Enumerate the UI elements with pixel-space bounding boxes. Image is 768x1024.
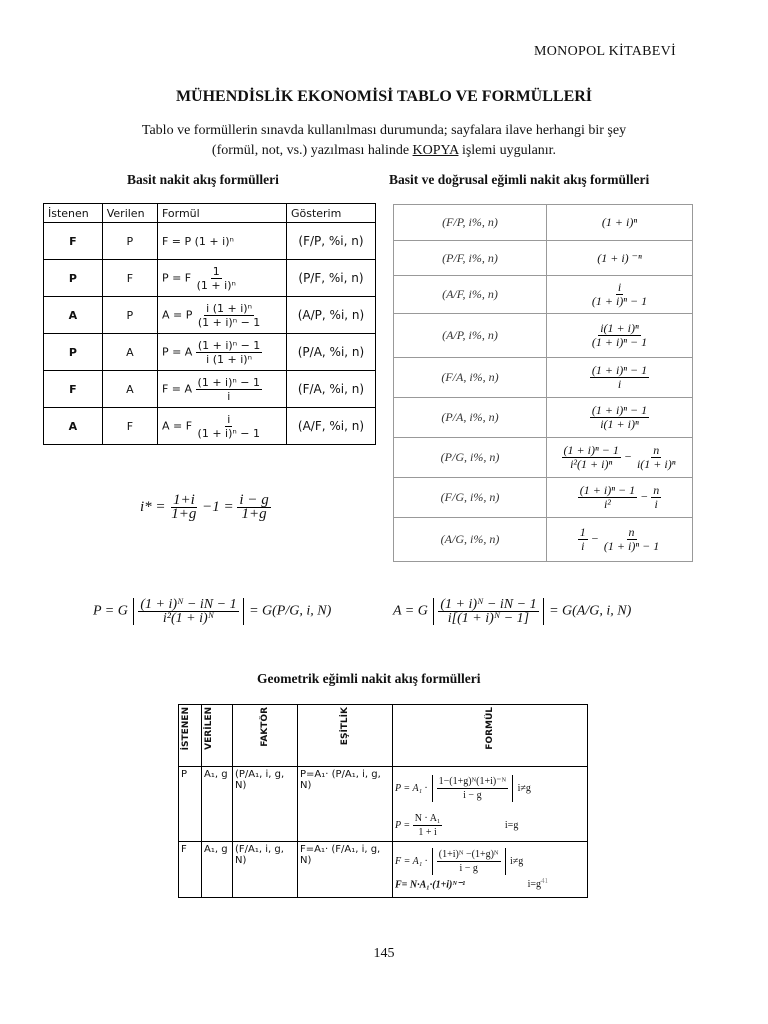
header-label: İSTENEN: [181, 707, 191, 751]
denominator: (1 + i)ⁿ − 1: [603, 539, 660, 553]
denominator: i: [227, 389, 231, 403]
table-row: [394, 276, 693, 314]
footnote-marker: 41: [541, 877, 549, 885]
table-row: [44, 371, 376, 408]
given-cell: F: [102, 260, 157, 297]
numerator: (1+i)ᴺ −(1+g)ᴺ: [438, 849, 499, 860]
numerator: (1 + i)ᴺ − iN − 1: [440, 597, 537, 612]
value-cell: [547, 358, 693, 398]
formula-lhs: P =: [395, 819, 411, 831]
given-cell: A: [102, 334, 157, 371]
factor-cell: (F/A, i%, n): [394, 358, 547, 398]
equation-cell: P=A₁· (P/A₁, i, g, N): [298, 767, 393, 842]
denominator: i: [617, 377, 622, 391]
formula-line: [395, 775, 585, 802]
table-header-row: [179, 705, 588, 767]
header-cell: İstenen: [44, 204, 103, 223]
header-cell: [233, 705, 298, 767]
factor-cell: (P/G, i%, n): [394, 438, 547, 478]
header-cell: [298, 705, 393, 767]
fraction: [590, 322, 649, 349]
table-row: [44, 260, 376, 297]
denominator: (1 + i)ⁿ: [196, 278, 236, 292]
factor-cell: (P/A, i%, n): [394, 398, 547, 438]
denominator: 1 + i: [418, 827, 437, 838]
table-row: [394, 438, 693, 478]
formula-cell: [393, 767, 588, 842]
numerator: N · A₁: [414, 813, 441, 824]
header-cell: [202, 705, 233, 767]
header-label: FORMÜL: [485, 707, 495, 750]
formula-line: [395, 812, 585, 839]
notation-cell: (A/P, %i, n): [286, 297, 375, 334]
table-row: [44, 297, 376, 334]
section-basic-heading: Basit nakit akış formülleri: [127, 172, 279, 187]
pg-rhs: = G(P/G, i, N): [249, 603, 332, 619]
denominator: (1 + i)ⁿ − 1: [591, 294, 648, 308]
ag-formula: [393, 598, 631, 625]
given-cell: P: [102, 297, 157, 334]
notation-cell: (A/F, %i, n): [286, 408, 375, 445]
fraction: [195, 265, 238, 292]
numerator: (1 + i)ⁿ − 1: [579, 483, 636, 497]
bracket: [133, 598, 243, 625]
header-cell: Gösterim: [286, 204, 375, 223]
numerator: n: [628, 525, 635, 539]
formula-cell: [157, 408, 286, 445]
denominator: i − g: [463, 790, 482, 801]
numerator: 1: [212, 264, 220, 278]
condition: i≠g: [517, 782, 531, 794]
fraction: [196, 413, 262, 440]
fraction: [651, 484, 661, 511]
table-row: [394, 398, 693, 438]
header-label: VERİLEN: [204, 707, 214, 750]
formula-lhs: P = A₁ ·: [395, 782, 428, 794]
notation-cell: (P/A, %i, n): [286, 334, 375, 371]
factor-cell: (F/P, i%, n): [394, 205, 547, 241]
numerator: n: [653, 443, 660, 457]
header-cell: Formül: [157, 204, 286, 223]
formula-expr: (1 + i)ⁿ: [194, 234, 234, 248]
equation-cell: F=A₁· (F/A₁, i, g, N): [298, 842, 393, 898]
bracket: [432, 775, 514, 802]
ag-lhs: A = G: [393, 603, 428, 619]
numerator: 1−(1+g)ᴺ(1+i)⁻ᴺ: [438, 776, 507, 787]
given-cell: A₁, g: [202, 842, 233, 898]
given-cell: F: [102, 408, 157, 445]
formula-cell: [157, 223, 286, 260]
denominator: (1 + i)ⁿ − 1: [591, 335, 648, 349]
formula-lhs: P = A: [161, 345, 193, 358]
intro-line-2a: (formül, not, vs.) yazılması halinde: [211, 143, 413, 158]
ag-rhs: = G(A/G, i, N): [549, 603, 632, 619]
value-cell: $\frac{\text{(1 + i)ⁿ − 1}}{\text{i²(1 + i)ⁿ}}$ − $\frac{n}{\text{i(1 + i)ⁿ}}$: [547, 438, 693, 478]
header-label: EŞİTLİK: [340, 707, 350, 746]
denominator: i²: [603, 497, 611, 511]
intro-line-1: Tablo ve formüllerin sınavda kullanılması durumunda; sayfalara ilave herhangi bir şey: [141, 123, 627, 138]
value-cell: (1 + i) ⁻ⁿ: [547, 241, 693, 276]
fraction: [590, 364, 649, 391]
fraction: [578, 484, 637, 511]
condition: i=g: [504, 819, 519, 831]
want-cell: A: [44, 297, 103, 334]
denominator: i(1 + i)ⁿ: [600, 417, 639, 431]
table-row: [44, 223, 376, 260]
formula-text: F= N·A₁·(1+i)ᴺ⁻¹: [395, 879, 466, 891]
want-cell: F: [179, 842, 202, 898]
fraction: [602, 526, 661, 553]
notation-cell: (P/F, %i, n): [286, 260, 375, 297]
header-cell: Verilen: [102, 204, 157, 223]
section-linear-heading: Basit ve doğrusal eğimli nakit akış formülleri: [389, 172, 650, 187]
table-row: [394, 478, 693, 518]
formula-lhs: P = F: [161, 271, 192, 284]
table-row: [394, 358, 693, 398]
bracket: [433, 598, 543, 625]
notation-cell: (F/P, %i, n): [286, 223, 375, 260]
fraction: [437, 775, 509, 802]
fraction: [590, 404, 649, 431]
istar-mid: −1 =: [202, 498, 234, 515]
publisher-header: MONOPOL KİTABEVİ: [534, 44, 676, 59]
fraction: [437, 848, 501, 875]
condition: i≠g: [510, 855, 524, 867]
given-cell: P: [102, 223, 157, 260]
numerator: (1 + i)ᴺ − iN − 1: [140, 597, 237, 612]
page-title: MÜHENDİSLİK EKONOMİSİ TABLO VE FORMÜLLERİ: [175, 88, 593, 105]
table-header-row: [44, 204, 376, 223]
bracket: [432, 848, 506, 875]
denominator: 1+g: [171, 506, 197, 522]
numerator: (1 + i)ⁿ − 1: [197, 375, 260, 389]
formula-cell: [157, 297, 286, 334]
denominator: i: [581, 539, 585, 553]
given-cell: A: [102, 371, 157, 408]
header-cell: [179, 705, 202, 767]
value-cell: [547, 398, 693, 438]
fraction: [196, 376, 262, 403]
fraction: [590, 281, 649, 308]
table-row: [394, 241, 693, 276]
table-row: [179, 842, 588, 898]
numerator: (1 + i)ⁿ − 1: [591, 363, 648, 377]
want-cell: P: [44, 260, 103, 297]
value-cell: $\frac{1}{i}$ − $\frac{n}{\text{(1 + i)ⁿ − 1}}$: [547, 518, 693, 562]
pg-formula: [93, 598, 331, 625]
fraction: [196, 302, 262, 329]
numerator: n: [653, 483, 660, 497]
intro-line-2: [0, 141, 768, 161]
linear-formula-table: [393, 204, 693, 562]
notation-cell: (F/A, %i, n): [286, 371, 375, 408]
formula-cell: [157, 334, 286, 371]
denominator: i: [654, 497, 658, 511]
denominator: (1 + i)ⁿ − 1: [197, 315, 261, 329]
numerator: (1 + i)ⁿ − 1: [591, 403, 648, 417]
formula-cell: [157, 260, 286, 297]
numerator: i: [617, 280, 622, 294]
numerator: 1+i: [172, 492, 195, 508]
intro-text: [0, 121, 768, 161]
denominator: i²(1 + i)ⁿ: [570, 457, 613, 471]
page-number: 145: [373, 946, 395, 961]
fraction: [562, 444, 621, 471]
numerator: i − g: [239, 492, 269, 508]
table-row: [44, 334, 376, 371]
fraction: [169, 494, 198, 521]
table-row: [394, 314, 693, 358]
want-cell: P: [179, 767, 202, 842]
fraction: [237, 494, 270, 521]
formula-lhs: F = A: [161, 382, 193, 395]
formula-line: [395, 877, 585, 890]
istar-formula: [140, 494, 271, 521]
fraction: [635, 444, 678, 471]
formula-lhs: F = P: [161, 234, 192, 248]
factor-cell: (P/F, i%, n): [394, 241, 547, 276]
formula-cell: [157, 371, 286, 408]
header-cell: [393, 705, 588, 767]
numerator: i (1 + i)ⁿ: [206, 301, 252, 315]
fraction: [196, 339, 262, 366]
denominator: i − g: [459, 863, 478, 874]
numerator: i: [227, 412, 231, 426]
geometric-formula-table: [178, 704, 588, 898]
header-label: FAKTÖR: [260, 707, 270, 747]
numerator: 1: [579, 525, 586, 539]
fraction: [138, 598, 238, 625]
fraction: [578, 526, 588, 553]
value-cell: [547, 314, 693, 358]
formula-cell: [393, 842, 588, 898]
numerator: (1 + i)ⁿ − 1: [563, 443, 619, 457]
given-cell: A₁, g: [202, 767, 233, 842]
fraction: [413, 812, 443, 839]
fraction: [438, 598, 538, 625]
formula-lhs: A = P: [161, 308, 193, 321]
pg-lhs: P = G: [93, 603, 128, 619]
denominator: i (1 + i)ⁿ: [206, 352, 252, 366]
basic-formula-table: [43, 203, 376, 445]
factor-cell: (A/P, i%, n): [394, 314, 547, 358]
factor-cell: (A/G, i%, n): [394, 518, 547, 562]
istar-lhs: i* =: [140, 498, 166, 515]
section-geo-heading: Geometrik eğimli nakit akış formülleri: [257, 671, 481, 686]
want-cell: F: [44, 223, 103, 260]
value-cell: $\frac{\text{(1 + i)ⁿ − 1}}{\text{i²}}$ − $\frac{n}{i}$: [547, 478, 693, 518]
denominator: (1 + i)ⁿ − 1: [197, 426, 260, 440]
denominator: 1+g: [241, 506, 267, 522]
table-row: [394, 205, 693, 241]
kopya-word: KOPYA: [412, 143, 459, 158]
denominator: i(1 + i)ⁿ: [636, 457, 676, 471]
numerator: i(1 + i)ⁿ: [600, 321, 639, 335]
table-row: [394, 518, 693, 562]
table-row: [44, 408, 376, 445]
want-cell: A: [44, 408, 103, 445]
factor-cell: (P/A₁, i, g, N): [233, 767, 298, 842]
table-row: [179, 767, 588, 842]
factor-cell: (A/F, i%, n): [394, 276, 547, 314]
want-cell: F: [44, 371, 103, 408]
value-cell: [547, 276, 693, 314]
numerator: (1 + i)ⁿ − 1: [197, 338, 261, 352]
value-cell: (1 + i)ⁿ: [547, 205, 693, 241]
factor-cell: (F/A₁, i, g, N): [233, 842, 298, 898]
factor-cell: (F/G, i%, n): [394, 478, 547, 518]
intro-line-2c: işlemi uygulanır.: [458, 143, 557, 158]
condition: i=g: [527, 879, 542, 891]
formula-lhs: A = F: [161, 419, 193, 432]
want-cell: P: [44, 334, 103, 371]
formula-line: [395, 848, 585, 875]
denominator: i²(1 + i)ᴺ: [162, 611, 215, 626]
formula-lhs: F = A₁ ·: [395, 855, 428, 867]
denominator: i[(1 + i)ᴺ − 1]: [447, 611, 530, 626]
